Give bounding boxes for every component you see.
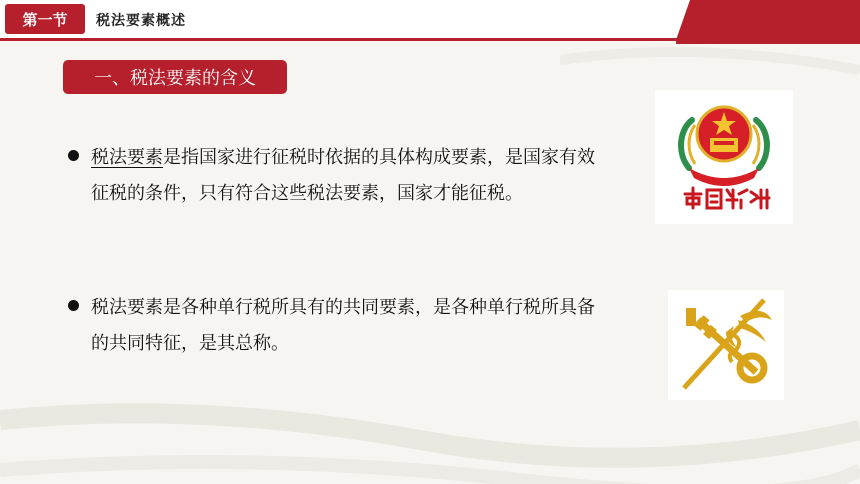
bullet-text [91,140,606,212]
bullet-text: 税法要素是各种单行税所具有的共同要素，是各种单行税所具备的共同特征，是其总称。 [91,297,595,354]
bullet-text-rest: 是指国家进行征税时依据的具体构成要素，是国家有效征税的条件，只有符合这些税法要素，国家才能征税。 [91,147,595,204]
logo-text [685,188,769,208]
section-label: 第一节 [5,4,85,34]
customs-key-caduceus-icon [668,290,784,400]
term-highlight: 税法要素 [91,147,163,168]
bullet-dot [68,150,79,161]
bullet-item [66,140,606,212]
header-title: 税法要素概述 [96,13,186,29]
bullet-dot [68,300,79,311]
subheading-badge: 一、税法要素的含义 [63,60,287,94]
china-tax-emblem-icon [655,90,793,224]
bullet-item [66,290,606,362]
